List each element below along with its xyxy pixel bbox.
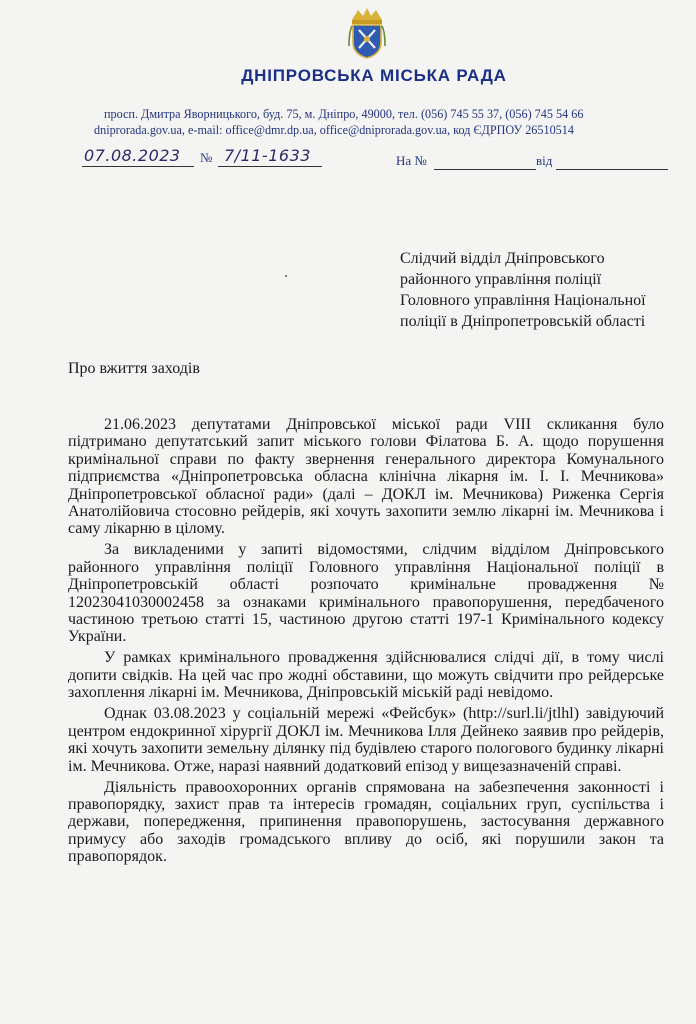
- reference-number-label: На №: [396, 153, 427, 168]
- letter-subject: Про вжиття заходів: [68, 360, 200, 377]
- registration-number: 7/11-1633: [224, 146, 311, 165]
- reference-date-blank: [556, 169, 668, 170]
- reference-number-blank: [434, 169, 536, 170]
- number-underline: [218, 166, 322, 167]
- body-paragraph: За викладеними у запиті відомостями, слідчим відділом Дніпровського районного управління поліції Головного управління Національної поліції в Дніпропетровській області розпочато кримінальне провадження № 12023041030002458 за ознаками кримінального правопорушення, передбаченого частиною третьою статті 15, частиною другою статті 197-1 Кримінального кодексу України.: [68, 541, 664, 646]
- recipient-line: Слідчий відділ Дніпровського: [400, 250, 605, 267]
- recipient-line: поліції в Дніпропетровській області: [400, 313, 646, 330]
- recipient-line: Головного управління Національної: [400, 292, 646, 309]
- reference-from-label: від: [536, 153, 553, 168]
- registration-number-label: №: [200, 150, 213, 165]
- speck: [285, 275, 287, 277]
- registration-date: 07.08.2023: [84, 146, 181, 165]
- letter-body: [68, 416, 664, 869]
- body-paragraph: 21.06.2023 депутатами Дніпровської міської ради VIII скликання було підтримано депутатський запит міського голови Філатова Б. А. щодо порушення кримінальної справи по факту звернення генерального директора Комунального підприємства «Дніпропетровська обласна клінічна лікарня ім. І. І. Мечникова» Дніпропетровської обласної ради» (далі – ДОКЛ ім. Мечникова) Риженка Сергія Анатолійовича стосовно рейдерів, які хочуть захопити землю лікарні ім. Мечникова і саму лікарню в цілому.: [68, 416, 664, 538]
- body-paragraph: Діяльність правоохоронних органів спрямована на забезпечення законності і правопорядку, захист прав та інтересів громадян, соціальних груп, суспільства і держави, попередження, припинення правопорушень, застосування державного примусу або заходів громадського впливу до осіб, які порушили закон та правопорядок.: [68, 778, 664, 866]
- body-paragraph: Однак 03.08.2023 у соціальній мережі «Фейсбук» (http://surl.li/jtlhl) завідуючий центром ендокринної хірургії ДОКЛ ім. Мечникова Ілля Дейнеко заявив про рейдерів, які хочуть захопити земельну ділянку під будівлею старого пологового будинку лікарні ім. Мечникова. Отже, наразі наявний додатковий епізод у вищезазначеній справі.: [68, 705, 664, 775]
- date-underline: [82, 166, 194, 167]
- address-line-1: просп. Дмитра Яворницького, буд. 75, м. Дніпро, 49000, тел. (056) 745 55 37, (056) 745 54 66: [104, 107, 584, 121]
- recipient-block: [400, 248, 680, 332]
- body-paragraph: У рамках кримінального провадження здійснювалися слідчі дії, в тому числі допити свідків. На цей час про жодні обставини, що можуть свідчити про рейдерське захоплення лікарні ім. Мечникова, Дніпровській міській раді невідомо.: [68, 649, 664, 702]
- org-name: ДНІПРОВСЬКА МІСЬКА РАДА: [241, 66, 507, 85]
- city-coat-of-arms-icon: [348, 6, 386, 60]
- address-line-2: dniprorada.gov.ua, e-mail: office@dmr.dp.ua, office@dniprorada.gov.ua, код ЄДРПОУ 26510514: [94, 123, 574, 137]
- recipient-line: районного управління поліції: [400, 271, 602, 288]
